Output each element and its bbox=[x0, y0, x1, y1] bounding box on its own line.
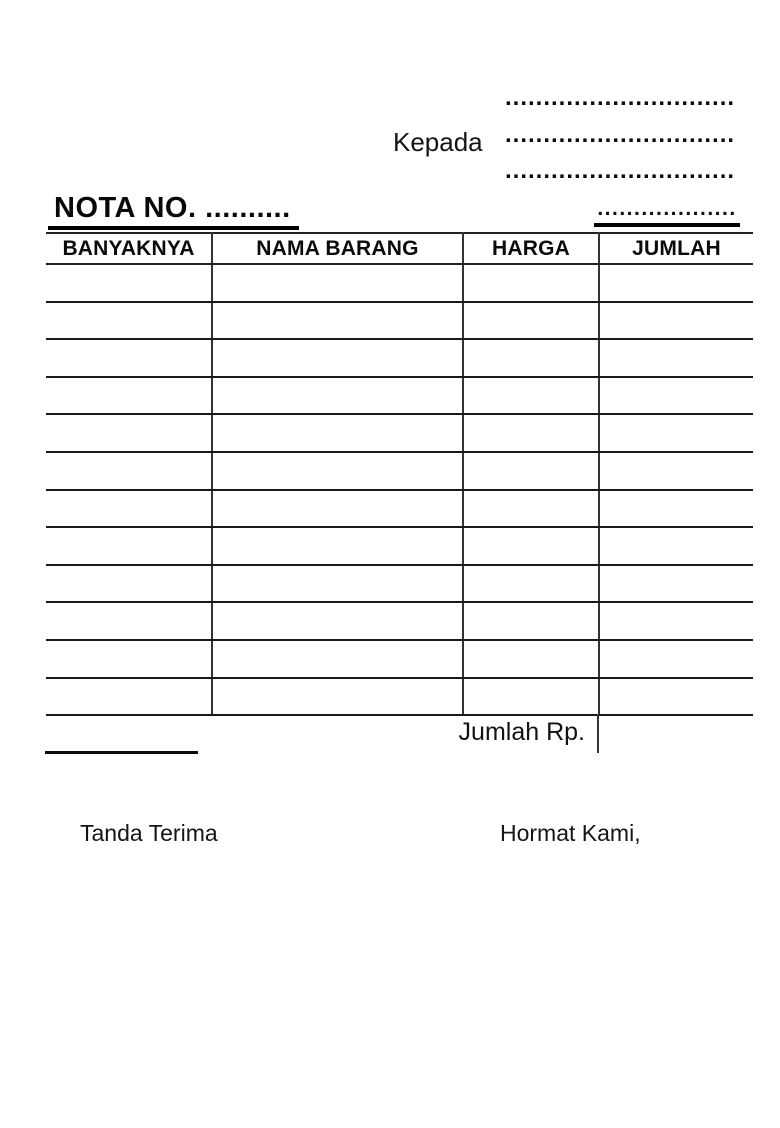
table-cell bbox=[463, 602, 599, 640]
column-header-jumlah: JUMLAH bbox=[599, 233, 753, 264]
table-cell bbox=[463, 565, 599, 603]
column-header-nama-barang: NAMA BARANG bbox=[212, 233, 463, 264]
signature-line bbox=[45, 751, 198, 754]
table-cell bbox=[212, 302, 463, 340]
items-table bbox=[46, 232, 753, 716]
table-row bbox=[46, 414, 753, 452]
table-cell bbox=[463, 377, 599, 415]
table-cell bbox=[46, 377, 212, 415]
nota-number-label: NOTA NO. .......... bbox=[48, 192, 299, 230]
kepada-fill-line-3: .............................. bbox=[505, 157, 736, 184]
table-cell bbox=[463, 452, 599, 490]
table-row bbox=[46, 565, 753, 603]
table-cell bbox=[46, 264, 212, 302]
table-cell bbox=[599, 302, 753, 340]
table-cell bbox=[212, 565, 463, 603]
table-row bbox=[46, 678, 753, 716]
kepada-fill-lines bbox=[505, 80, 735, 190]
items-table-header bbox=[46, 233, 753, 264]
table-cell bbox=[46, 339, 212, 377]
table-cell bbox=[463, 527, 599, 565]
column-header-banyaknya: BANYAKNYA bbox=[46, 233, 212, 264]
kepada-label: Kepada bbox=[393, 127, 483, 157]
table-cell bbox=[463, 640, 599, 678]
table-cell bbox=[212, 264, 463, 302]
table-cell bbox=[46, 302, 212, 340]
table-cell bbox=[46, 602, 212, 640]
total-label: Jumlah Rp. bbox=[458, 718, 585, 746]
table-cell bbox=[46, 565, 212, 603]
table-cell bbox=[212, 678, 463, 716]
table-row bbox=[46, 339, 753, 377]
table-cell bbox=[599, 640, 753, 678]
table-cell bbox=[599, 678, 753, 716]
table-row bbox=[46, 602, 753, 640]
table-cell bbox=[46, 678, 212, 716]
table-cell bbox=[463, 490, 599, 528]
table-cell bbox=[212, 414, 463, 452]
table-cell bbox=[212, 602, 463, 640]
items-table-wrap bbox=[46, 232, 753, 716]
table-cell bbox=[463, 264, 599, 302]
table-row bbox=[46, 527, 753, 565]
kepada-fill-line-1: .............................. bbox=[505, 84, 736, 111]
table-cell bbox=[463, 302, 599, 340]
table-cell bbox=[212, 490, 463, 528]
table-row bbox=[46, 452, 753, 490]
table-cell bbox=[599, 452, 753, 490]
table-cell bbox=[212, 377, 463, 415]
table-cell bbox=[46, 452, 212, 490]
table-cell bbox=[599, 565, 753, 603]
table-row bbox=[46, 490, 753, 528]
table-cell bbox=[463, 339, 599, 377]
column-header-harga: HARGA bbox=[463, 233, 599, 264]
table-cell bbox=[599, 527, 753, 565]
table-cell bbox=[463, 678, 599, 716]
table-cell bbox=[599, 414, 753, 452]
table-cell bbox=[599, 377, 753, 415]
nota-date-field: ................... bbox=[594, 194, 740, 227]
kepada-fill-line-2: .............................. bbox=[505, 120, 736, 148]
table-row bbox=[46, 302, 753, 340]
total-column-divider bbox=[597, 714, 599, 753]
table-row bbox=[46, 640, 753, 678]
table-cell bbox=[46, 640, 212, 678]
tanda-terima-label: Tanda Terima bbox=[80, 820, 218, 846]
table-cell bbox=[599, 602, 753, 640]
table-cell bbox=[212, 452, 463, 490]
table-cell bbox=[599, 339, 753, 377]
table-cell bbox=[212, 640, 463, 678]
table-cell bbox=[46, 527, 212, 565]
table-cell bbox=[599, 264, 753, 302]
table-cell bbox=[212, 527, 463, 565]
table-cell bbox=[46, 414, 212, 452]
table-cell bbox=[212, 339, 463, 377]
table-cell bbox=[463, 414, 599, 452]
table-row bbox=[46, 264, 753, 302]
table-row bbox=[46, 377, 753, 415]
table-cell bbox=[599, 490, 753, 528]
table-cell bbox=[46, 490, 212, 528]
hormat-kami-label: Hormat Kami, bbox=[500, 820, 641, 846]
items-table-body bbox=[46, 264, 753, 715]
